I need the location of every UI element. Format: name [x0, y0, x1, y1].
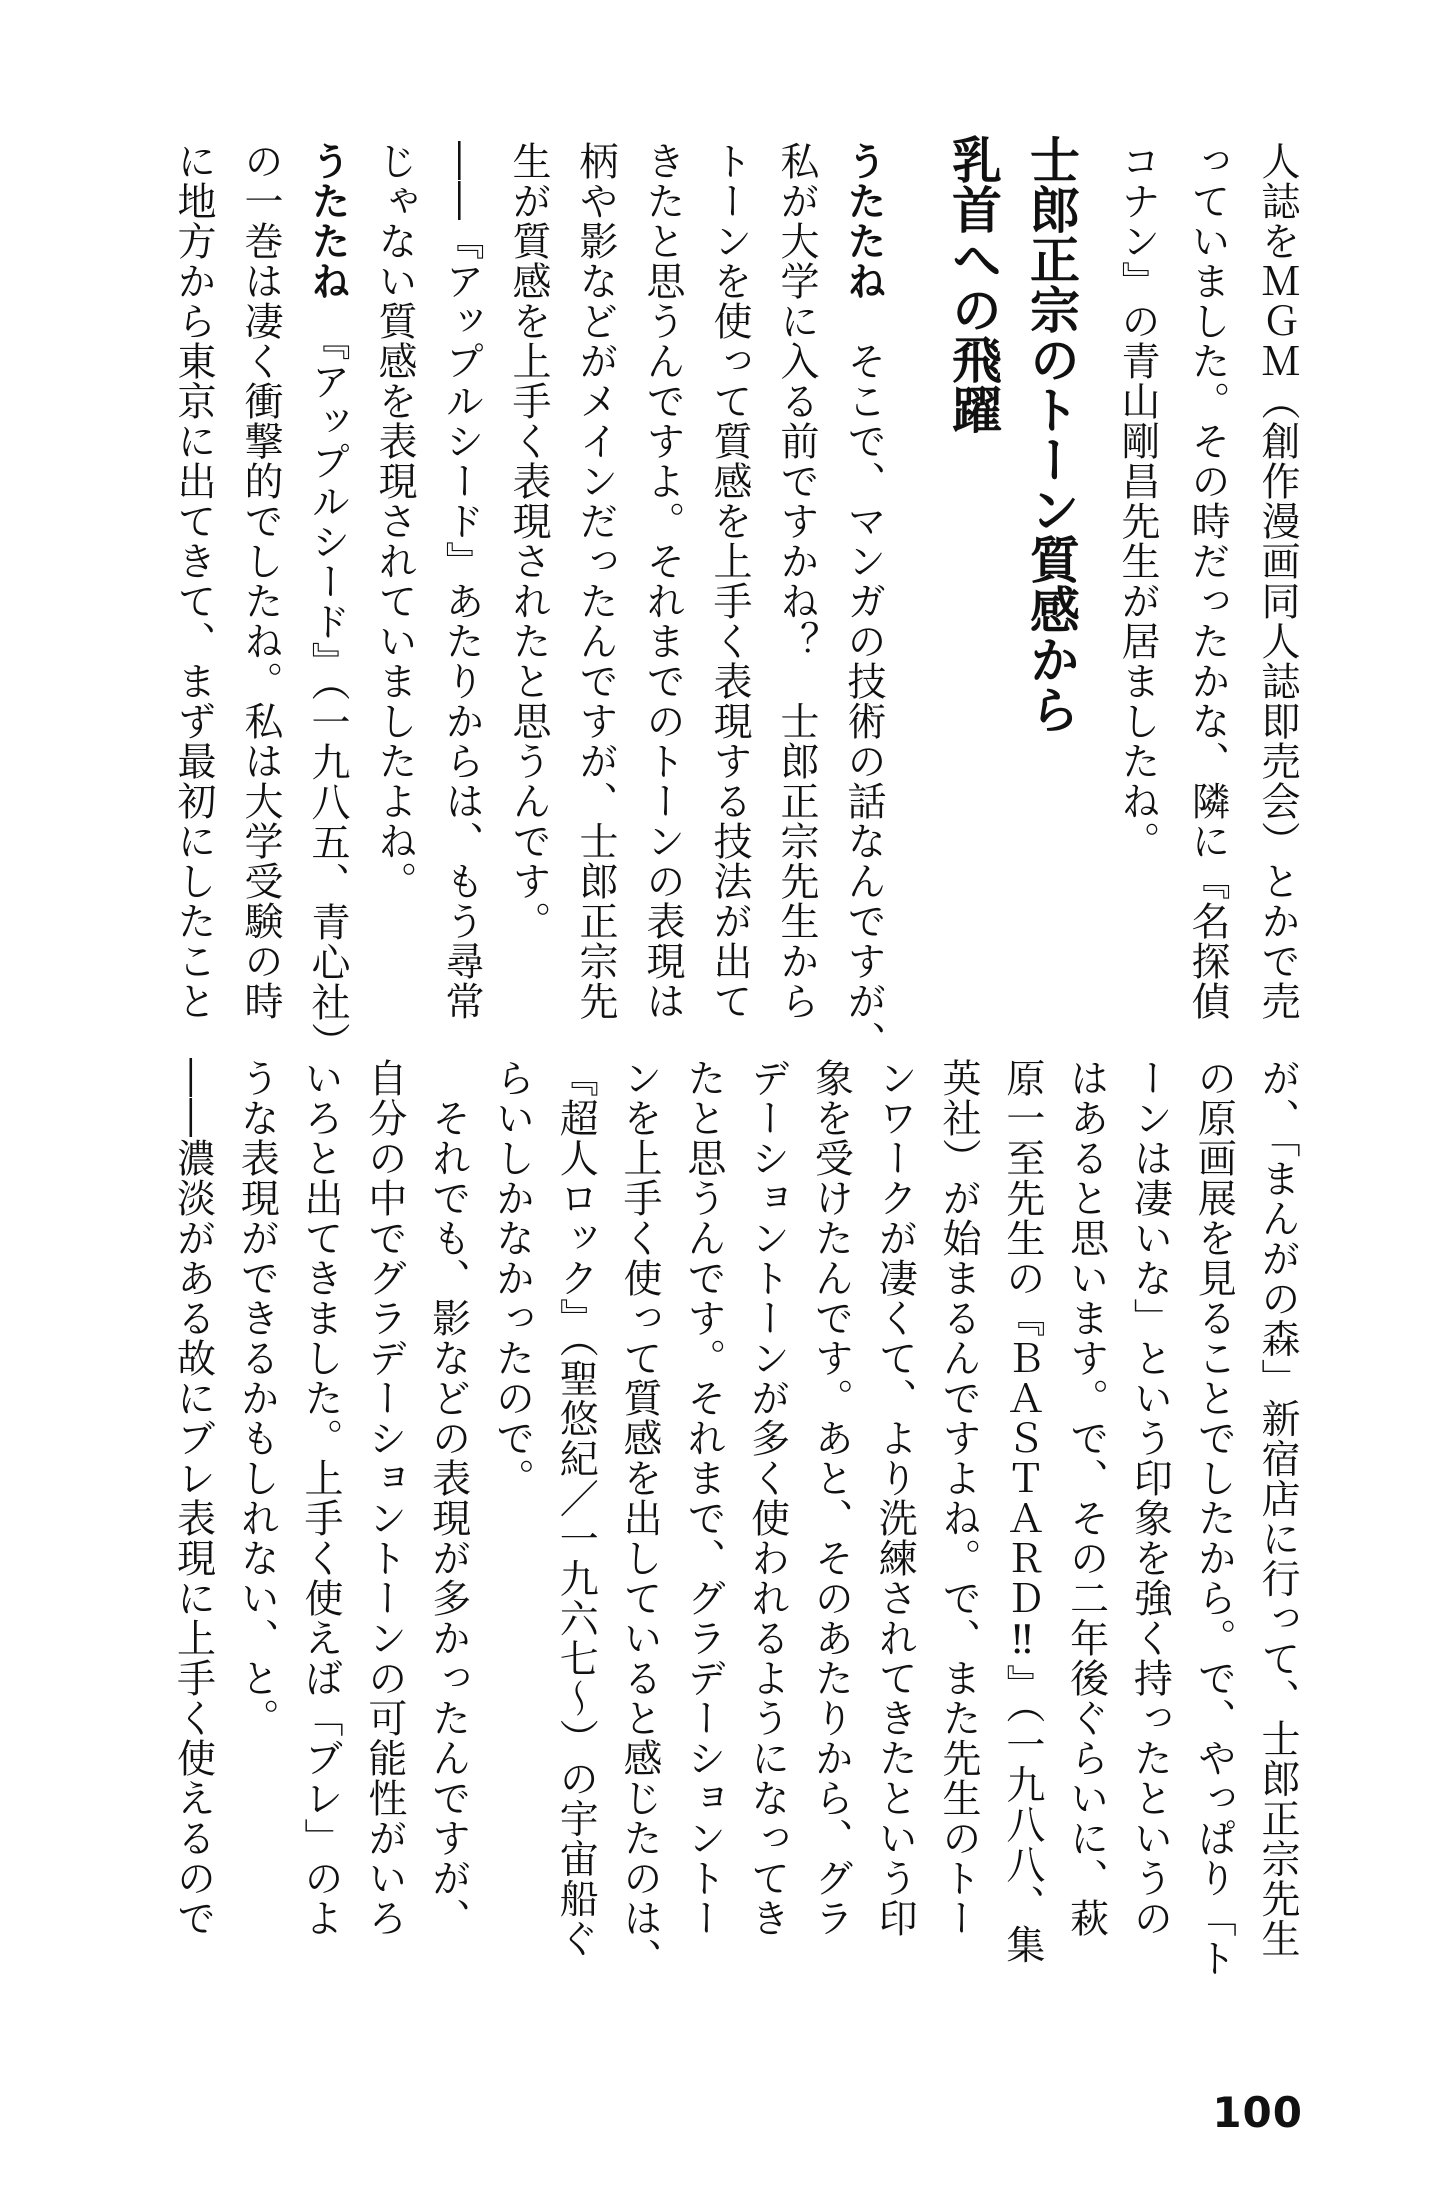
- text-column: [416, 1058, 480, 1958]
- column-text: 原一至先生の『ＢＡＳＴＡＲＤ‼』（一九八八、集: [999, 1058, 1045, 1965]
- column-text: それでも、影などの表現が多かったんですが、: [425, 1058, 471, 1938]
- text-column: [160, 141, 227, 1041]
- text-column: [862, 1058, 926, 1958]
- text-column: [495, 141, 562, 1041]
- text-column: [629, 141, 696, 1041]
- text-column: [224, 1058, 288, 1958]
- text-column: [799, 1058, 863, 1958]
- column-text: いろと出てきました。上手く使えば「ブレ」のよ: [298, 1058, 344, 1938]
- column-text: そこで、マンガの技術の話なんですが、: [841, 301, 886, 1061]
- text-column: [1172, 141, 1242, 1041]
- text-column: [1102, 141, 1172, 1041]
- text-column: [696, 141, 763, 1041]
- column-text: トーンを使って質感を上手く表現する技法が出て: [707, 141, 752, 1021]
- speaker-label: うたたね: [305, 141, 350, 301]
- column-text: コナン』の青山剛昌先生が居ましたね。: [1115, 141, 1160, 861]
- column-text: 自分の中でグラデーショントーンの可能性がいろ: [361, 1058, 407, 1938]
- column-text: 『超人ロック』（聖悠紀／一九六七〜）の宇宙船ぐ: [553, 1058, 599, 1959]
- text-column: [607, 1058, 671, 1978]
- section-heading: 士郎正宗のトーン質感から: [1022, 134, 1080, 734]
- text-column: [288, 1058, 352, 1958]
- text-column: [1054, 1058, 1118, 1958]
- column-text: たと思うんです。それまで、グラデーショントー: [680, 1058, 726, 1938]
- column-text: ――濃淡がある故にブレ表現に上手く使えるので: [170, 1058, 216, 1938]
- text-column: [1245, 1058, 1309, 1958]
- text-column: [990, 1058, 1054, 1965]
- text-column: [562, 141, 629, 1041]
- speaker-label: うたたね: [841, 141, 886, 301]
- text-column: [763, 141, 830, 1041]
- column-text: ーンは凄いな」という印象を強く持ったというの: [1127, 1058, 1173, 1938]
- text-column: [830, 141, 897, 1061]
- text-column: [1242, 141, 1312, 1041]
- column-text: ンを上手く使って質感を出していると感じたのは、: [617, 1058, 663, 1978]
- text-column: [161, 1058, 225, 1958]
- column-text: らいしかなかったので。: [489, 1058, 535, 1498]
- column-text: うな表現ができるかもしれない、と。: [234, 1058, 280, 1738]
- column-text: 人誌をＭＧＭ（創作漫画同人誌即売会）とかで売: [1255, 141, 1300, 1021]
- column-text: ――『アップルシード』あたりからは、もう尋常: [439, 141, 484, 1021]
- text-column: [428, 141, 495, 1041]
- column-text: の一巻は凄く衝撃的でしたね。私は大学受験の時: [238, 141, 283, 1021]
- column-text: 私が大学に入る前ですかね？ 士郎正宗先生から: [774, 141, 819, 1021]
- column-text: はあると思います。で、その二年後ぐらいに、萩: [1063, 1058, 1109, 1938]
- text-column: [543, 1058, 607, 1958]
- column-text: 生が質感を上手く表現されたと思うんです。: [506, 141, 551, 941]
- text-column: [1118, 1058, 1182, 1958]
- text-column: [1181, 1058, 1245, 1978]
- column-text: 英社）が始まるんですよね。で、また先生のトー: [936, 1058, 982, 1938]
- column-text: じゃない質感を表現されていましたよね。: [372, 141, 417, 901]
- column-text: っていました。その時だったかな、隣に『名探偵: [1185, 141, 1230, 1021]
- column-text: に地方から東京に出てきて、まず最初にしたこと: [171, 141, 216, 1021]
- column-text: デーショントーンが多く使われるようになってき: [744, 1058, 790, 1938]
- page-number: 100: [1212, 2088, 1303, 2137]
- column-text: が、「まんがの森」新宿店に行って、士郎正宗先生: [1255, 1058, 1300, 1959]
- text-column: [735, 1058, 799, 1958]
- text-column: [361, 141, 428, 1041]
- text-column: [671, 1058, 735, 1958]
- column-text: ンワークが凄くて、より洗練されてきたという印: [872, 1058, 918, 1938]
- column-text: きたと思うんですよ。それまでのトーンの表現は: [640, 141, 685, 1021]
- column-text: 『アップルシード』（一九八五、青心社）: [305, 301, 350, 1062]
- text-column: [227, 141, 294, 1041]
- text-column: [480, 1058, 544, 1958]
- column-text: 柄や影などがメインだったんですが、士郎正宗先: [573, 141, 618, 1021]
- text-column: [352, 1058, 416, 1958]
- text-column: [294, 141, 361, 1062]
- bottom-text-block: [161, 1058, 1309, 1978]
- section-heading: 乳首への飛躍: [944, 134, 1002, 434]
- column-text: 象を受けたんです。あと、そのあたりから、グラ: [808, 1058, 854, 1938]
- column-text: の原画展を見ることでしたから。で、やっぱり「ト: [1191, 1058, 1237, 1978]
- top-text-block: [160, 134, 1312, 1062]
- text-column: [926, 1058, 990, 1958]
